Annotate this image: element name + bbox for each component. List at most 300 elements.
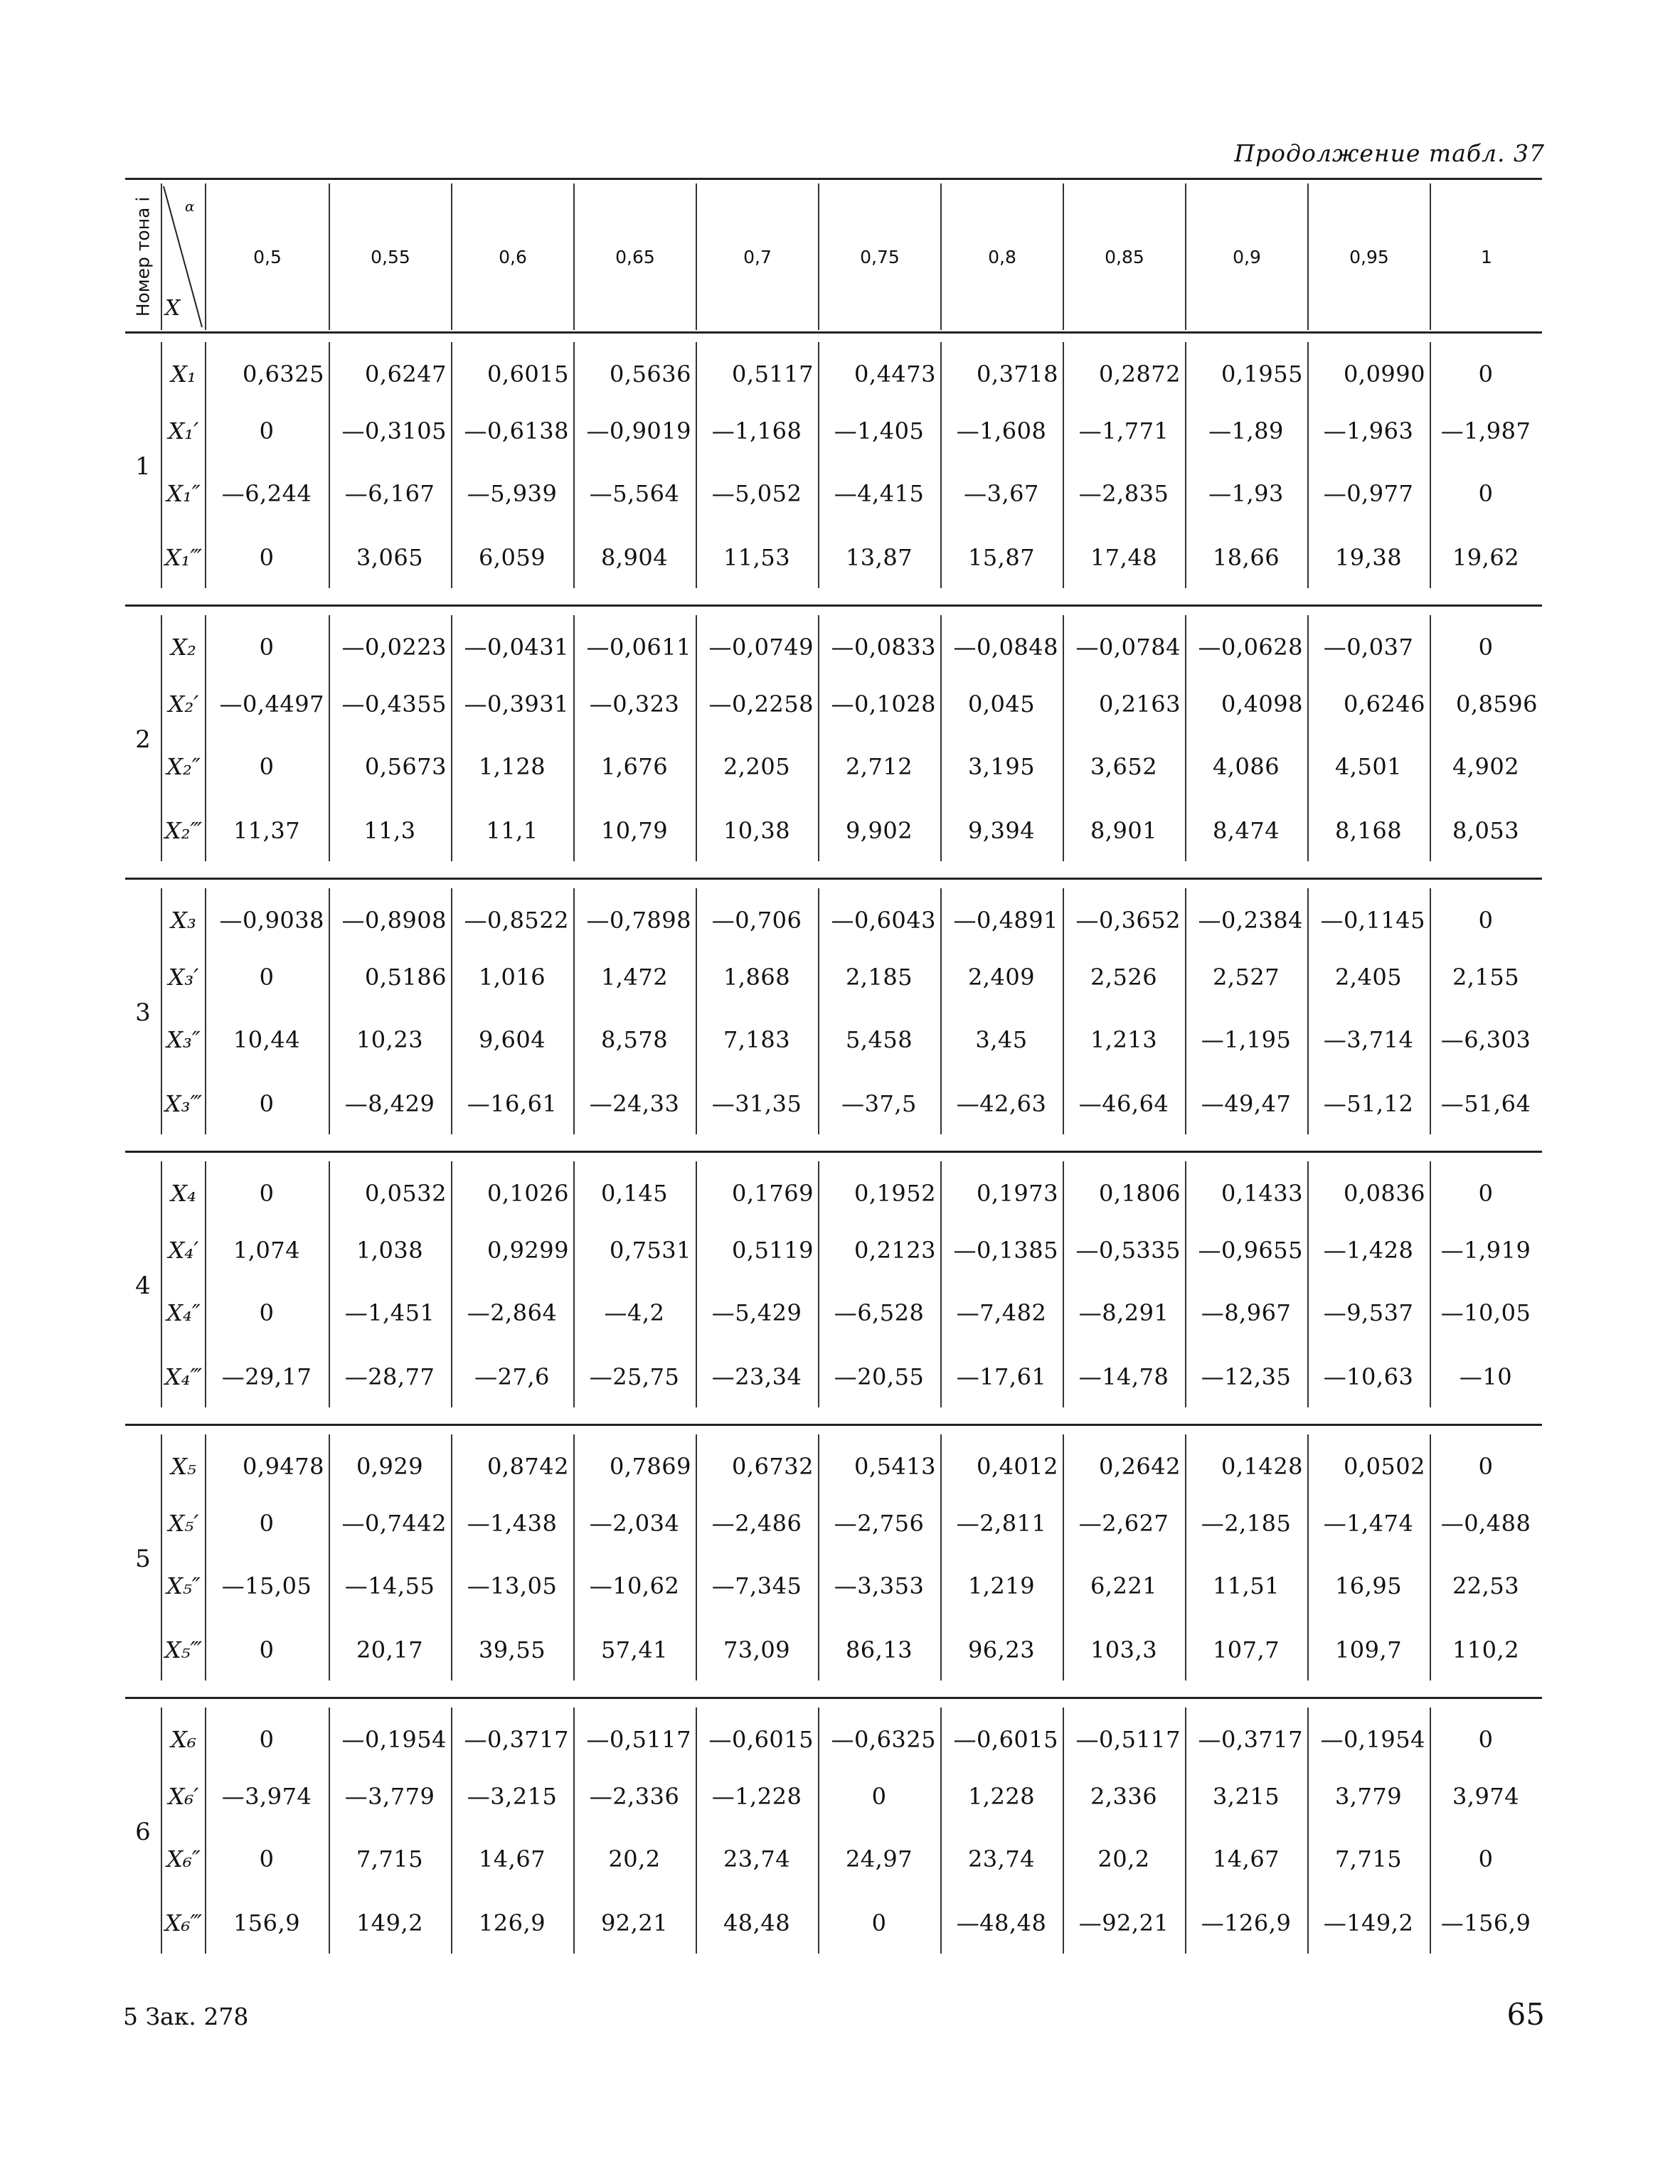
- table-cell: 0: [259, 1510, 275, 1537]
- table-cell: 0: [259, 753, 275, 780]
- table-cell: 2,712: [845, 753, 913, 780]
- table-cell: 3,652: [1090, 753, 1158, 780]
- table-cell: 73,09: [723, 1636, 791, 1663]
- table-cell: —156,9: [1440, 1909, 1531, 1937]
- table-cell: —0,706: [711, 907, 802, 934]
- table-cell: 11,3: [363, 817, 416, 844]
- table-cell: 0: [259, 544, 275, 571]
- table-cell: —48,48: [956, 1909, 1047, 1937]
- table-cell: 0,6325: [243, 361, 324, 388]
- table-cell: —25,75: [589, 1363, 680, 1390]
- table-cell: —17,61: [956, 1363, 1047, 1390]
- table-cell: 107,7: [1212, 1636, 1280, 1663]
- alpha-header-cell: 0,7: [743, 246, 772, 267]
- table-cell: 0,1955: [1221, 361, 1303, 388]
- function-label: X₄′: [168, 1237, 199, 1264]
- alpha-header-cell: 1: [1481, 246, 1492, 267]
- table-cell: 3,974: [1452, 1783, 1520, 1810]
- table-cell: —2,486: [711, 1510, 802, 1537]
- table-cell: 57,41: [600, 1636, 669, 1663]
- table-cell: 17,48: [1090, 544, 1158, 571]
- tone-header-label: Номер тона i: [132, 196, 154, 317]
- table-cell: 4,501: [1334, 753, 1403, 780]
- table-cell: 8,168: [1334, 817, 1403, 844]
- table-cell: 0,5117: [732, 361, 814, 388]
- table-cell: —0,0833: [831, 634, 936, 661]
- alpha-header-cell: 0,5: [253, 246, 282, 267]
- table-cell: —37,5: [841, 1090, 917, 1117]
- table-cell: —6,303: [1440, 1026, 1531, 1053]
- table-cell: —2,811: [956, 1510, 1047, 1537]
- table-cell: —0,977: [1323, 480, 1414, 507]
- table-cell: 3,215: [1212, 1783, 1280, 1810]
- table-cell: 14,67: [478, 1845, 546, 1873]
- table-cell: —1,608: [956, 417, 1047, 444]
- table-cell: 3,45: [975, 1026, 1028, 1053]
- function-label: X₃‴: [164, 1090, 203, 1117]
- table-cell: 2,336: [1090, 1783, 1158, 1810]
- table-cell: —4,2: [604, 1299, 665, 1326]
- table-cell: 110,2: [1452, 1636, 1520, 1663]
- footer-order-number: 5 Зак. 278: [123, 2003, 249, 2030]
- table-cell: 2,205: [723, 753, 791, 780]
- table-cell: 0,8596: [1456, 691, 1538, 718]
- table-cell: 20,17: [356, 1636, 424, 1663]
- column-divider: [329, 183, 330, 330]
- table-cell: 1,472: [600, 964, 669, 991]
- column-divider: [451, 183, 452, 330]
- table-cell: —6,528: [834, 1299, 925, 1326]
- table-cell: 11,53: [723, 544, 791, 571]
- table-cell: 24,97: [845, 1845, 913, 1873]
- table-cell: 0,7531: [610, 1237, 691, 1264]
- tone-number: 3: [135, 998, 151, 1027]
- tone-number: 2: [135, 725, 151, 754]
- table-cell: —1,89: [1208, 417, 1284, 444]
- function-label: X₄″: [166, 1299, 201, 1326]
- table-cell: 3,779: [1334, 1783, 1403, 1810]
- table-cell: 5,458: [845, 1026, 913, 1053]
- table-cell: —5,939: [467, 480, 558, 507]
- table-cell: 92,21: [600, 1909, 669, 1937]
- table-cell: —6,244: [221, 480, 312, 507]
- table-cell: —0,3105: [341, 417, 447, 444]
- table-cell: —1,93: [1208, 480, 1284, 507]
- function-label: X₅″: [166, 1572, 201, 1599]
- function-label: X₆‴: [164, 1909, 203, 1937]
- table-cell: —7,345: [711, 1572, 802, 1599]
- table-cell: 13,87: [845, 544, 913, 571]
- x-alpha-corner: [161, 183, 205, 330]
- table-cell: —0,0784: [1075, 634, 1181, 661]
- table-cell: 2,185: [845, 964, 913, 991]
- table-cell: —1,474: [1323, 1510, 1414, 1537]
- table-cell: —0,1145: [1320, 907, 1425, 934]
- table-cell: 10,38: [723, 817, 791, 844]
- table-cell: 0,1433: [1221, 1180, 1303, 1207]
- table-cell: 96,23: [967, 1636, 1036, 1663]
- table-cell: —0,3652: [1075, 907, 1181, 934]
- table-cell: —0,9019: [586, 417, 691, 444]
- column-divider: [940, 183, 942, 330]
- table-cell: —0,1954: [1320, 1726, 1425, 1753]
- function-label: X₆″: [166, 1845, 201, 1873]
- tone-number: 4: [135, 1272, 151, 1300]
- table-caption: Продолжение табл. 37: [1234, 139, 1545, 167]
- table-cell: 4,902: [1452, 753, 1520, 780]
- table-cell: —0,6325: [831, 1726, 936, 1753]
- function-label: X₁‴: [164, 544, 203, 571]
- column-divider: [205, 183, 206, 330]
- table-cell: —2,185: [1201, 1510, 1292, 1537]
- table-cell: 0,6247: [365, 361, 447, 388]
- function-label: X₂″: [166, 753, 201, 780]
- table-cell: 2,526: [1090, 964, 1158, 991]
- table-cell: —1,919: [1440, 1237, 1531, 1264]
- table-cell: 22,53: [1452, 1572, 1520, 1599]
- table-cell: —7,482: [956, 1299, 1047, 1326]
- table-cell: 0,0532: [365, 1180, 447, 1207]
- table-cell: —3,67: [964, 480, 1039, 507]
- table-cell: 39,55: [478, 1636, 546, 1663]
- table-cell: —15,05: [221, 1572, 312, 1599]
- table-cell: —1,438: [467, 1510, 558, 1537]
- table-cell: 1,016: [478, 964, 546, 991]
- function-label: X₅: [171, 1453, 196, 1480]
- table-cell: 0,6732: [732, 1453, 814, 1480]
- table-cell: 1,038: [356, 1237, 424, 1264]
- table-cell: 6,059: [478, 544, 546, 571]
- table-cell: —14,78: [1078, 1363, 1169, 1390]
- table-cell: 0: [1478, 361, 1494, 388]
- table-cell: —0,6015: [953, 1726, 1058, 1753]
- table-cell: 7,183: [723, 1026, 791, 1053]
- table-cell: 8,904: [600, 544, 669, 571]
- table-cell: —2,835: [1078, 480, 1169, 507]
- function-label: X₃″: [166, 1026, 201, 1053]
- table-cell: —0,6015: [708, 1726, 814, 1753]
- table-cell: 0,1026: [487, 1180, 569, 1207]
- table-cell: —10,05: [1440, 1299, 1531, 1326]
- table-cell: —0,4891: [953, 907, 1058, 934]
- table-cell: 0,1806: [1099, 1180, 1181, 1207]
- alpha-header-cell: 0,85: [1105, 246, 1144, 267]
- alpha-symbol: α: [185, 198, 195, 215]
- table-cell: —3,215: [467, 1783, 558, 1810]
- table-cell: —8,967: [1201, 1299, 1292, 1326]
- table-cell: 14,67: [1212, 1845, 1280, 1873]
- group-rule: [125, 1151, 1542, 1153]
- x-symbol: X: [165, 296, 181, 321]
- table-cell: —12,35: [1201, 1363, 1292, 1390]
- table-cell: 48,48: [723, 1909, 791, 1937]
- table-cell: 0,2872: [1099, 361, 1181, 388]
- table-cell: 6,221: [1090, 1572, 1158, 1599]
- alpha-header-cell: 0,55: [371, 246, 410, 267]
- group-rule: [125, 604, 1542, 607]
- table-cell: 0: [259, 1180, 275, 1207]
- tone-header: [125, 183, 161, 330]
- table-cell: —0,0223: [341, 634, 447, 661]
- function-label: X₅‴: [164, 1636, 203, 1663]
- table-cell: —2,336: [589, 1783, 680, 1810]
- table-cell: 1,219: [967, 1572, 1036, 1599]
- table-cell: —27,6: [474, 1363, 550, 1390]
- table-cell: —1,228: [711, 1783, 802, 1810]
- table-cell: 0,9478: [243, 1453, 324, 1480]
- alpha-header-cell: 0,8: [988, 246, 1016, 267]
- table-cell: 9,394: [967, 817, 1036, 844]
- table-cell: 0: [259, 1090, 275, 1117]
- table-cell: 2,405: [1334, 964, 1403, 991]
- table-cell: 8,053: [1452, 817, 1520, 844]
- table-cell: —0,5117: [1075, 1726, 1181, 1753]
- table-cell: —0,5335: [1075, 1237, 1181, 1264]
- table-cell: 20,2: [608, 1845, 661, 1873]
- table-cell: —5,052: [711, 480, 802, 507]
- table-cell: 11,37: [233, 817, 301, 844]
- table-cell: 109,7: [1334, 1636, 1403, 1663]
- table-cell: —0,3717: [464, 1726, 569, 1753]
- table-cell: 4,086: [1212, 753, 1280, 780]
- group-rule: [125, 331, 1542, 334]
- table-cell: 2,527: [1212, 964, 1280, 991]
- table-cell: —2,756: [834, 1510, 925, 1537]
- table-cell: —10,62: [589, 1572, 680, 1599]
- table-cell: 0,4012: [977, 1453, 1058, 1480]
- table-cell: —0,488: [1440, 1510, 1531, 1537]
- table-cell: 0,6246: [1344, 691, 1425, 718]
- column-divider: [573, 183, 575, 330]
- table-cell: 0,1769: [732, 1180, 814, 1207]
- table-cell: —0,8908: [341, 907, 447, 934]
- table-cell: 0,045: [967, 691, 1036, 718]
- function-label: X₂‴: [164, 817, 203, 844]
- table-cell: 0,1973: [977, 1180, 1058, 1207]
- table-cell: 0,6015: [487, 361, 569, 388]
- function-label: X₆′: [168, 1783, 199, 1810]
- table-cell: 0,5186: [365, 964, 447, 991]
- table-cell: 0: [259, 1636, 275, 1663]
- table-cell: —0,9038: [219, 907, 324, 934]
- table-cell: —2,627: [1078, 1510, 1169, 1537]
- function-label: X₆: [171, 1726, 196, 1753]
- table-cell: —3,714: [1323, 1026, 1414, 1053]
- table-cell: —0,6138: [464, 417, 569, 444]
- table-cell: 10,23: [356, 1026, 424, 1053]
- table-cell: 9,604: [478, 1026, 546, 1053]
- table-cell: 0: [871, 1783, 887, 1810]
- table-cell: —1,451: [344, 1299, 435, 1326]
- table-cell: —0,4355: [341, 691, 447, 718]
- table-cell: —31,35: [711, 1090, 802, 1117]
- table-cell: 0,2163: [1099, 691, 1181, 718]
- table-cell: 0,0836: [1344, 1180, 1425, 1207]
- table-cell: —0,3717: [1198, 1726, 1303, 1753]
- table-cell: —0,2258: [708, 691, 814, 718]
- table-cell: 10,79: [600, 817, 669, 844]
- table-cell: —0,8522: [464, 907, 569, 934]
- table-cell: 2,409: [967, 964, 1036, 991]
- table-cell: —0,6043: [831, 907, 936, 934]
- table-cell: —0,0749: [708, 634, 814, 661]
- table-cell: 11,1: [486, 817, 538, 844]
- table-cell: 23,74: [967, 1845, 1036, 1873]
- table-cell: 0,2123: [854, 1237, 936, 1264]
- table-cell: —1,405: [834, 417, 925, 444]
- table-cell: 10,44: [233, 1026, 301, 1053]
- table-cell: 11,51: [1212, 1572, 1280, 1599]
- table-cell: 0,5636: [610, 361, 691, 388]
- table-cell: 0: [259, 1845, 275, 1873]
- table-cell: 0,929: [356, 1453, 424, 1480]
- tone-number: 5: [135, 1545, 151, 1573]
- table-cell: 0,5413: [854, 1453, 936, 1480]
- page-number: 65: [1506, 1997, 1545, 2032]
- table-cell: 0,8742: [487, 1453, 569, 1480]
- column-divider: [1185, 183, 1186, 330]
- table-cell: —1,771: [1078, 417, 1169, 444]
- function-label: X₂: [171, 634, 196, 661]
- table-cell: 0,0990: [1344, 361, 1425, 388]
- table-cell: 1,074: [233, 1237, 301, 1264]
- table-cell: 0: [259, 964, 275, 991]
- table-cell: 1,868: [723, 964, 791, 991]
- table-cell: —5,564: [589, 480, 680, 507]
- table-cell: 126,9: [478, 1909, 546, 1937]
- table-cell: 0: [1478, 1453, 1494, 1480]
- table-cell: —10,63: [1323, 1363, 1414, 1390]
- table-cell: —2,864: [467, 1299, 558, 1326]
- table-cell: —14,55: [344, 1572, 435, 1599]
- alpha-header-cell: 0,75: [860, 246, 900, 267]
- table-cell: —51,12: [1323, 1090, 1414, 1117]
- table-cell: 15,87: [967, 544, 1036, 571]
- table-cell: 149,2: [356, 1909, 424, 1937]
- table-cell: 0: [259, 1726, 275, 1753]
- table-cell: —149,2: [1323, 1909, 1414, 1937]
- table-cell: —16,61: [467, 1090, 558, 1117]
- table-cell: 0,1428: [1221, 1453, 1303, 1480]
- function-label: X₂′: [168, 691, 199, 718]
- table-top-rule: [125, 178, 1542, 180]
- table-cell: 19,62: [1452, 544, 1520, 571]
- column-divider: [818, 183, 819, 330]
- table-cell: —3,779: [344, 1783, 435, 1810]
- table-cell: —1,168: [711, 417, 802, 444]
- table-cell: 8,901: [1090, 817, 1158, 844]
- table-cell: 0,4098: [1221, 691, 1303, 718]
- table-cell: —126,9: [1201, 1909, 1292, 1937]
- function-label: X₃′: [168, 964, 199, 991]
- table-cell: —6,167: [344, 480, 435, 507]
- table-cell: 3,195: [967, 753, 1036, 780]
- table-cell: —0,0611: [586, 634, 691, 661]
- table-cell: —51,64: [1440, 1090, 1531, 1117]
- alpha-header-cell: 0,65: [615, 246, 655, 267]
- group-rule: [125, 1697, 1542, 1699]
- table-cell: 0,7869: [610, 1453, 691, 1480]
- table-cell: 0: [259, 634, 275, 661]
- table-cell: 0,9299: [487, 1237, 569, 1264]
- table-cell: —0,037: [1323, 634, 1414, 661]
- table-cell: 0: [1478, 907, 1494, 934]
- table-cell: 8,474: [1212, 817, 1280, 844]
- table-cell: 2,155: [1452, 964, 1520, 991]
- table-cell: —10: [1459, 1363, 1513, 1390]
- table-cell: 0: [1478, 1845, 1494, 1873]
- group-rule: [125, 1424, 1542, 1426]
- table-cell: 0,2642: [1099, 1453, 1181, 1480]
- table-cell: —0,1028: [831, 691, 936, 718]
- table-cell: 0: [1478, 480, 1494, 507]
- table-cell: —92,21: [1078, 1909, 1169, 1937]
- table-cell: 0: [1478, 634, 1494, 661]
- table-cell: 0,4473: [854, 361, 936, 388]
- alpha-header-cell: 0,6: [499, 246, 527, 267]
- group-rule: [125, 878, 1542, 880]
- table-cell: —28,77: [344, 1363, 435, 1390]
- table-cell: 0: [871, 1909, 887, 1937]
- column-divider: [1063, 183, 1064, 330]
- table-cell: —0,7442: [341, 1510, 447, 1537]
- table-cell: 3,065: [356, 544, 424, 571]
- table-cell: 1,128: [478, 753, 546, 780]
- table-cell: —49,47: [1201, 1090, 1292, 1117]
- table-cell: —1,428: [1323, 1237, 1414, 1264]
- table-cell: —46,64: [1078, 1090, 1169, 1117]
- table-cell: 0: [259, 1299, 275, 1326]
- function-label: X₁″: [166, 480, 201, 507]
- tone-number: 1: [135, 452, 151, 481]
- table-cell: —0,3931: [464, 691, 569, 718]
- table-cell: —13,05: [467, 1572, 558, 1599]
- table-cell: 18,66: [1212, 544, 1280, 571]
- table-cell: —0,7898: [586, 907, 691, 934]
- table-cell: —0,0628: [1198, 634, 1303, 661]
- function-label: X₁′: [168, 417, 199, 444]
- alpha-header-cell: 0,9: [1233, 246, 1261, 267]
- table-cell: —24,33: [589, 1090, 680, 1117]
- table-cell: —23,34: [711, 1363, 802, 1390]
- table-cell: —5,429: [711, 1299, 802, 1326]
- table-cell: 0,5673: [365, 753, 447, 780]
- table-cell: —20,55: [834, 1363, 925, 1390]
- table-cell: —0,0431: [464, 634, 569, 661]
- table-cell: —3,974: [221, 1783, 312, 1810]
- table-cell: —0,1385: [953, 1237, 1058, 1264]
- table-cell: 0: [259, 417, 275, 444]
- table-cell: 0,1952: [854, 1180, 936, 1207]
- table-cell: 1,213: [1090, 1026, 1158, 1053]
- table-cell: 1,228: [967, 1783, 1036, 1810]
- column-divider: [1307, 183, 1309, 330]
- table-cell: 103,3: [1090, 1636, 1158, 1663]
- table-cell: 0,5119: [732, 1237, 814, 1264]
- table-cell: —0,0848: [953, 634, 1058, 661]
- table-cell: —1,195: [1201, 1026, 1292, 1053]
- table-cell: 23,74: [723, 1845, 791, 1873]
- table-cell: —0,1954: [341, 1726, 447, 1753]
- table-cell: —4,415: [834, 480, 925, 507]
- table-cell: 7,715: [1334, 1845, 1403, 1873]
- function-label: X₃: [171, 907, 196, 934]
- table-cell: —29,17: [221, 1363, 312, 1390]
- table-cell: 19,38: [1334, 544, 1403, 571]
- function-label: X₄: [171, 1180, 196, 1207]
- table-cell: 16,95: [1334, 1572, 1403, 1599]
- table-cell: —0,5117: [586, 1726, 691, 1753]
